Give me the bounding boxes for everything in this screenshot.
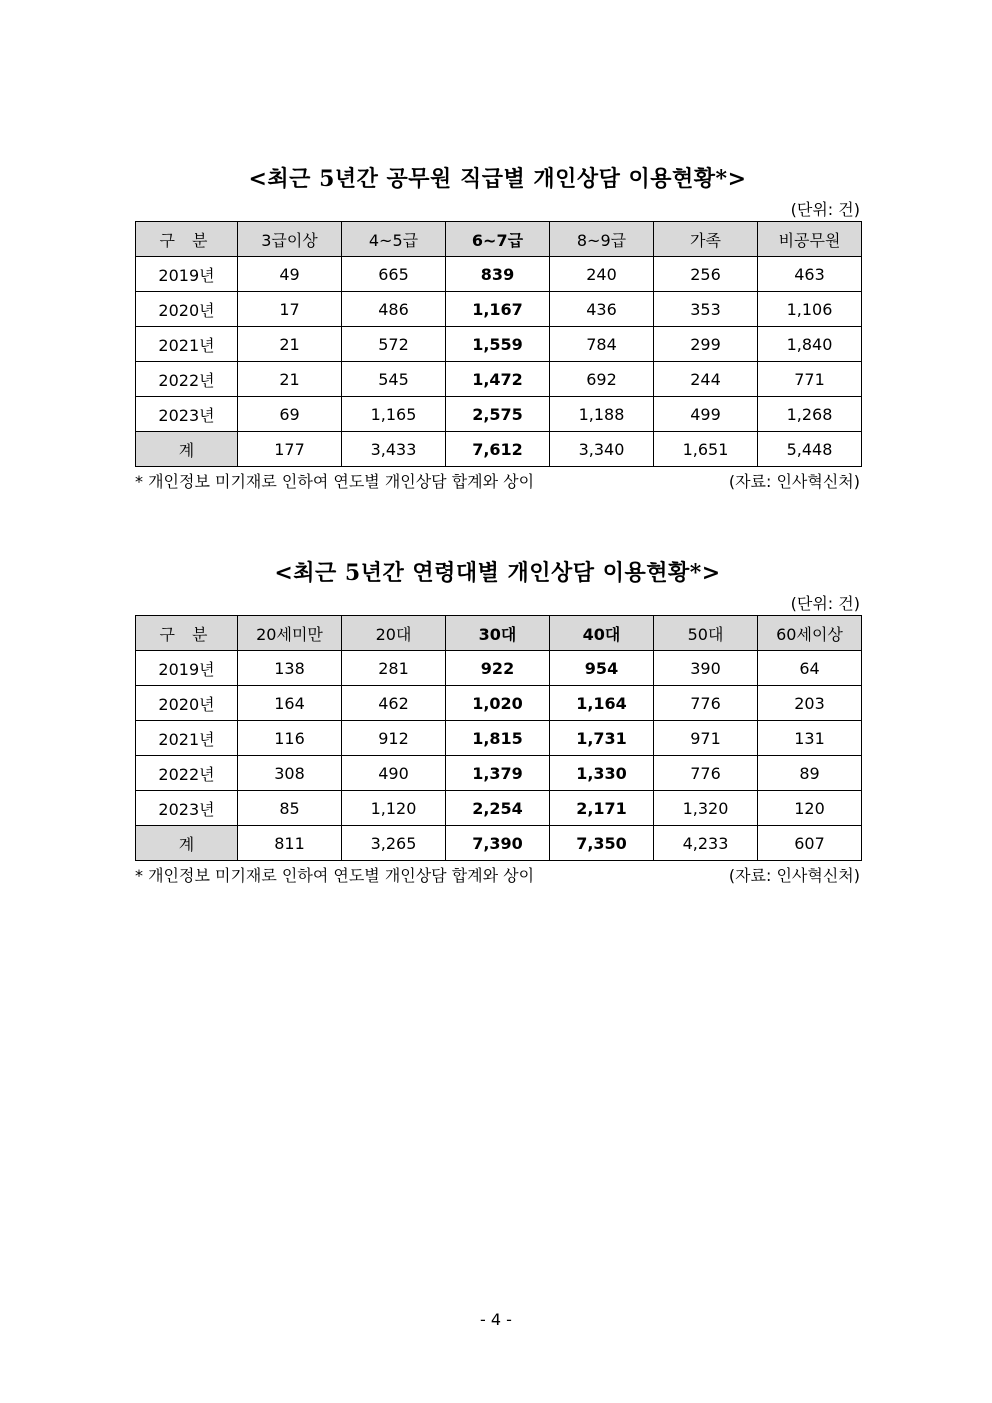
table-row [136, 651, 862, 686]
table-cell: 1,330 [550, 756, 654, 791]
table-cell: 436 [550, 292, 654, 327]
table-row [136, 362, 862, 397]
table-cell: 64 [758, 651, 862, 686]
table-cell: 138 [238, 651, 342, 686]
table-cell: 353 [654, 292, 758, 327]
table-cell: 7,350 [550, 826, 654, 861]
table-cell: 954 [550, 651, 654, 686]
table-cell: 1,268 [758, 397, 862, 432]
table-header-cell: 4~5급 [342, 222, 446, 257]
table-cell: 49 [238, 257, 342, 292]
table-cell: 21 [238, 327, 342, 362]
row-header-cell: 2022년 [136, 362, 238, 397]
table-header-cell: 구 분 [136, 616, 238, 651]
table1-source: (자료: 인사혁신처) [728, 472, 860, 491]
table2-source: (자료: 인사혁신처) [728, 866, 860, 885]
page-number: - 4 - [480, 1310, 512, 1329]
row-header-cell: 2019년 [136, 257, 238, 292]
row-header-cell: 2021년 [136, 721, 238, 756]
table-cell: 3,340 [550, 432, 654, 467]
table-row [136, 327, 862, 362]
table-header-row [136, 222, 862, 257]
table-cell: 131 [758, 721, 862, 756]
table-cell: 177 [238, 432, 342, 467]
row-header-cell: 2023년 [136, 397, 238, 432]
table-cell: 607 [758, 826, 862, 861]
table-row [136, 791, 862, 826]
table1-note-row [135, 471, 860, 493]
table-cell: 463 [758, 257, 862, 292]
table-header-cell: 50대 [654, 616, 758, 651]
table-cell: 1,167 [446, 292, 550, 327]
table-cell: 1,165 [342, 397, 446, 432]
table-cell: 499 [654, 397, 758, 432]
table-header-cell: 8~9급 [550, 222, 654, 257]
table-row [136, 397, 862, 432]
table-cell: 2,171 [550, 791, 654, 826]
row-header-cell: 2022년 [136, 756, 238, 791]
row-header-cell: 2020년 [136, 292, 238, 327]
table-cell: 1,020 [446, 686, 550, 721]
table-cell: 1,559 [446, 327, 550, 362]
table-cell: 164 [238, 686, 342, 721]
table2-note: * 개인정보 미기재로 인하여 연도별 개인상담 합계와 상이 [135, 866, 535, 885]
table-cell: 4,233 [654, 826, 758, 861]
table-cell: 244 [654, 362, 758, 397]
table1-unit: (단위: 건) [790, 200, 860, 219]
table-cell: 3,433 [342, 432, 446, 467]
table-cell: 116 [238, 721, 342, 756]
table-cell: 3,265 [342, 826, 446, 861]
table-cell: 1,472 [446, 362, 550, 397]
row-header-cell: 2020년 [136, 686, 238, 721]
table-cell: 2,254 [446, 791, 550, 826]
table-cell: 240 [550, 257, 654, 292]
table-header-cell: 비공무원 [758, 222, 862, 257]
row-header-cell: 계 [136, 826, 238, 861]
table-cell: 922 [446, 651, 550, 686]
table-cell: 1,651 [654, 432, 758, 467]
table-row [136, 257, 862, 292]
table1-note: * 개인정보 미기재로 인하여 연도별 개인상담 합계와 상이 [135, 472, 535, 491]
row-header-cell: 계 [136, 432, 238, 467]
table-header-cell: 30대 [446, 616, 550, 651]
table-cell: 203 [758, 686, 862, 721]
table-cell: 912 [342, 721, 446, 756]
table-cell: 7,390 [446, 826, 550, 861]
table-row [136, 686, 862, 721]
table-header-cell: 20대 [342, 616, 446, 651]
table2-title: <최근 5년간 연령대별 개인상담 이용현황*> [274, 560, 721, 586]
table2 [135, 615, 862, 861]
table-cell: 490 [342, 756, 446, 791]
table-cell: 308 [238, 756, 342, 791]
table-cell: 85 [238, 791, 342, 826]
section-rank-usage [135, 162, 860, 493]
table-cell: 839 [446, 257, 550, 292]
table-cell: 784 [550, 327, 654, 362]
table-cell: 299 [654, 327, 758, 362]
table-cell: 89 [758, 756, 862, 791]
table-cell: 811 [238, 826, 342, 861]
table-cell: 971 [654, 721, 758, 756]
table-cell: 572 [342, 327, 446, 362]
table-cell: 776 [654, 686, 758, 721]
table-row [136, 292, 862, 327]
table-cell: 281 [342, 651, 446, 686]
section-age-usage [135, 556, 860, 887]
table-cell: 120 [758, 791, 862, 826]
table1-title: <최근 5년간 공무원 직급별 개인상담 이용현황*> [248, 166, 747, 192]
table2-unit: (단위: 건) [790, 594, 860, 613]
table-cell: 1,106 [758, 292, 862, 327]
table-cell: 2,575 [446, 397, 550, 432]
table-cell: 1,320 [654, 791, 758, 826]
table-header-cell: 가족 [654, 222, 758, 257]
table-cell: 1,815 [446, 721, 550, 756]
table2-note-row [135, 865, 860, 887]
table-cell: 7,612 [446, 432, 550, 467]
table-cell: 771 [758, 362, 862, 397]
table-cell: 776 [654, 756, 758, 791]
table-row [136, 826, 862, 861]
table-row [136, 432, 862, 467]
table-cell: 462 [342, 686, 446, 721]
table-cell: 1,379 [446, 756, 550, 791]
table-header-cell: 60세이상 [758, 616, 862, 651]
row-header-cell: 2023년 [136, 791, 238, 826]
table-cell: 1,731 [550, 721, 654, 756]
table-cell: 69 [238, 397, 342, 432]
table-cell: 1,188 [550, 397, 654, 432]
table-cell: 1,164 [550, 686, 654, 721]
table-cell: 21 [238, 362, 342, 397]
table-cell: 17 [238, 292, 342, 327]
table-row [136, 721, 862, 756]
table-cell: 1,840 [758, 327, 862, 362]
table-cell: 486 [342, 292, 446, 327]
table-cell: 692 [550, 362, 654, 397]
table-row [136, 756, 862, 791]
table-cell: 5,448 [758, 432, 862, 467]
row-header-cell: 2019년 [136, 651, 238, 686]
row-header-cell: 2021년 [136, 327, 238, 362]
table-cell: 390 [654, 651, 758, 686]
table1 [135, 221, 862, 467]
table-header-row [136, 616, 862, 651]
table-cell: 256 [654, 257, 758, 292]
table-header-cell: 3급이상 [238, 222, 342, 257]
table-header-cell: 6~7급 [446, 222, 550, 257]
table-cell: 545 [342, 362, 446, 397]
table-header-cell: 40대 [550, 616, 654, 651]
table-cell: 665 [342, 257, 446, 292]
table-header-cell: 구 분 [136, 222, 238, 257]
table-cell: 1,120 [342, 791, 446, 826]
table-header-cell: 20세미만 [238, 616, 342, 651]
